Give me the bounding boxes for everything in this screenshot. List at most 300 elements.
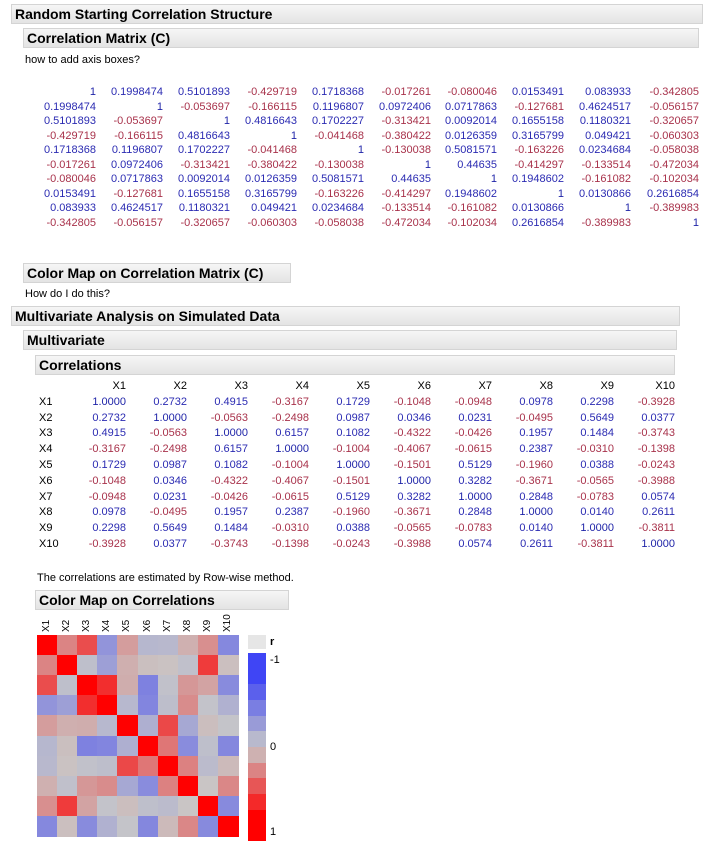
correlation-cell: 0.2848 bbox=[519, 490, 553, 503]
column-header: X7 bbox=[478, 380, 492, 392]
heatmap-column-label: X5 bbox=[121, 619, 133, 632]
matrix-cell: -0.163226 bbox=[514, 144, 564, 156]
heatmap-cell bbox=[37, 675, 58, 696]
matrix-cell: 0.5081571 bbox=[445, 144, 497, 156]
heatmap-cell bbox=[117, 736, 138, 757]
row-header: X7 bbox=[39, 490, 53, 503]
heatmap-cell bbox=[178, 715, 199, 736]
correlation-cell: 0.0388 bbox=[336, 522, 370, 535]
heatmap-cell bbox=[198, 655, 219, 676]
matrix-cell: -0.102034 bbox=[447, 216, 497, 229]
heatmap-cell bbox=[77, 655, 98, 676]
matrix-cell: 0.1948602 bbox=[512, 173, 564, 185]
heatmap-column-label: X6 bbox=[141, 619, 153, 632]
matrix-cell: -0.060303 bbox=[649, 129, 699, 142]
matrix-cell: -0.342805 bbox=[46, 216, 96, 229]
row-header: X3 bbox=[39, 427, 53, 440]
matrix-cell: 1 bbox=[557, 187, 564, 200]
correlation-cell: 0.0987 bbox=[153, 459, 187, 471]
correlation-cell: -0.1960 bbox=[515, 459, 553, 471]
heatmap-cell bbox=[77, 715, 98, 736]
correlation-cell: 0.2611 bbox=[642, 506, 675, 519]
matrix-cell: -0.056157 bbox=[649, 100, 699, 113]
heatmap-cell bbox=[198, 736, 219, 757]
legend-swatch bbox=[248, 810, 266, 826]
heatmap-cell bbox=[138, 715, 159, 736]
column-header: X6 bbox=[417, 380, 431, 392]
heatmap-cell bbox=[178, 675, 199, 696]
matrix-cell: -0.313421 bbox=[180, 158, 230, 171]
matrix-cell: -0.472034 bbox=[649, 158, 699, 171]
matrix-cell: 1 bbox=[223, 115, 230, 127]
matrix-cell: -0.429719 bbox=[247, 86, 297, 98]
matrix-cell: 1 bbox=[290, 129, 297, 142]
heatmap-column-label: X7 bbox=[161, 619, 173, 632]
matrix-cell: 0.1948602 bbox=[445, 187, 497, 200]
matrix-cell: -0.133514 bbox=[381, 202, 431, 214]
column-header: X8 bbox=[539, 380, 553, 392]
correlation-cell: -0.0948 bbox=[454, 395, 492, 408]
heatmap-cell bbox=[57, 675, 78, 696]
heatmap-cell bbox=[117, 655, 138, 676]
legend-label: 1 bbox=[270, 826, 277, 838]
heatmap-cell bbox=[198, 635, 219, 656]
heatmap-cell bbox=[218, 736, 239, 757]
correlation-cell: -0.3167 bbox=[88, 443, 126, 456]
heatmap-cell bbox=[37, 736, 58, 757]
matrix-cell: 0.1702227 bbox=[178, 144, 230, 156]
heatmap-column-label: X4 bbox=[101, 619, 113, 632]
correlation-cell: -0.0495 bbox=[149, 506, 187, 519]
heatmap-cell bbox=[37, 776, 58, 797]
matrix-cell: -0.017261 bbox=[46, 158, 96, 171]
heatmap-cell bbox=[158, 655, 179, 676]
matrix-cell: 0.44635 bbox=[457, 158, 497, 171]
matrix-cell: 0.0126359 bbox=[245, 173, 297, 185]
matrix-cell: -0.166115 bbox=[114, 129, 163, 142]
legend-label: -1 bbox=[270, 654, 280, 666]
correlation-cell: -0.3988 bbox=[393, 538, 431, 550]
correlation-cell: -0.3167 bbox=[271, 395, 309, 408]
heatmap-column-label: X3 bbox=[81, 619, 93, 632]
matrix-cell: 0.0234684 bbox=[579, 144, 631, 156]
correlation-cell: 0.2848 bbox=[458, 506, 492, 519]
correlation-cell: -0.0565 bbox=[576, 474, 614, 487]
heatmap-cell bbox=[198, 756, 219, 777]
matrix-cell: 0.4816643 bbox=[178, 129, 230, 142]
correlation-cell: 0.0140 bbox=[580, 506, 614, 519]
heatmap-cell bbox=[178, 776, 199, 797]
matrix-cell: 0.2616854 bbox=[647, 187, 699, 200]
matrix-cell: 0.0972406 bbox=[111, 158, 163, 171]
legend-swatch bbox=[248, 794, 266, 810]
matrix-cell: 0.0153491 bbox=[512, 86, 564, 98]
correlation-cell: 0.2387 bbox=[275, 506, 309, 519]
section-header-color-map-matrix[interactable]: Color Map on Correlation Matrix (C) bbox=[23, 263, 291, 283]
correlation-cell: -0.4067 bbox=[271, 474, 309, 487]
heatmap-column-label: X1 bbox=[41, 619, 52, 632]
matrix-cell: -0.380422 bbox=[381, 129, 431, 142]
matrix-cell: 0.4624517 bbox=[579, 100, 631, 113]
heatmap-cell bbox=[218, 796, 239, 817]
matrix-cell: 0.0234684 bbox=[312, 202, 364, 214]
correlation-cell: -0.0563 bbox=[149, 427, 187, 440]
heatmap-cell bbox=[138, 816, 159, 837]
correlation-cell: -0.3811 bbox=[577, 538, 614, 550]
legend-swatch bbox=[248, 653, 266, 669]
correlation-cell: 0.0388 bbox=[580, 459, 614, 471]
heatmap-cell bbox=[77, 675, 98, 696]
correlation-cell: 1.0000 bbox=[214, 427, 248, 440]
matrix-cell: 0.44635 bbox=[391, 173, 431, 185]
heatmap-cell bbox=[198, 796, 219, 817]
heatmap-cell bbox=[178, 736, 199, 757]
heatmap-cell bbox=[77, 695, 98, 716]
correlation-cell: -0.1398 bbox=[271, 538, 309, 550]
column-header: X5 bbox=[356, 380, 370, 392]
heatmap-cell bbox=[198, 816, 219, 837]
correlation-cell: -0.1004 bbox=[271, 459, 309, 471]
matrix-cell: 0.1196807 bbox=[111, 144, 163, 156]
correlation-cell: -0.3671 bbox=[393, 506, 431, 519]
matrix-cell: 0.1998474 bbox=[44, 100, 96, 113]
correlation-cell: 0.5129 bbox=[458, 459, 492, 471]
heatmap-cell bbox=[57, 695, 78, 716]
heatmap-cell bbox=[198, 675, 219, 696]
heatmap-cell bbox=[138, 675, 159, 696]
correlation-cell: 0.2732 bbox=[153, 395, 187, 408]
column-header: X9 bbox=[600, 380, 614, 392]
section-header-correlation-matrix[interactable]: Correlation Matrix (C) bbox=[23, 28, 699, 48]
heatmap-cell bbox=[77, 796, 98, 817]
correlation-cell: 0.0978 bbox=[519, 395, 553, 408]
correlation-cell: -0.0243 bbox=[332, 538, 370, 550]
matrix-cell: -0.053697 bbox=[113, 115, 163, 127]
matrix-cell: 0.0092014 bbox=[178, 173, 230, 185]
row-header: X10 bbox=[39, 538, 59, 550]
section-header-random-structure[interactable]: Random Starting Correlation Structure bbox=[11, 4, 703, 24]
heatmap-cell bbox=[218, 776, 239, 797]
heatmap-cell bbox=[97, 776, 118, 797]
matrix-cell: -0.127681 bbox=[113, 187, 163, 200]
matrix-cell: -0.058038 bbox=[314, 216, 364, 229]
heatmap-cell bbox=[158, 695, 179, 716]
column-header: X4 bbox=[295, 380, 309, 392]
correlation-cell: -0.3743 bbox=[637, 427, 675, 440]
matrix-cell: 0.083933 bbox=[585, 86, 631, 98]
heatmap-cell bbox=[138, 655, 159, 676]
correlation-cell: -0.0426 bbox=[210, 490, 248, 503]
correlation-cell: 0.1957 bbox=[519, 427, 553, 440]
heatmap-cell bbox=[117, 756, 138, 777]
correlation-cell: 0.1082 bbox=[214, 459, 248, 471]
matrix-cell: -0.342805 bbox=[649, 86, 699, 98]
matrix-cell: -0.133514 bbox=[581, 158, 631, 171]
heatmap-cell bbox=[218, 655, 239, 676]
matrix-cell: -0.053697 bbox=[180, 100, 230, 113]
correlation-cell: 0.4915 bbox=[214, 395, 248, 408]
row-header: X2 bbox=[39, 411, 53, 424]
column-header: X3 bbox=[234, 380, 248, 392]
legend-swatch bbox=[248, 763, 266, 779]
correlation-cell: 0.6157 bbox=[275, 427, 309, 440]
heatmap-cell bbox=[117, 796, 138, 817]
correlation-cell: 1.0000 bbox=[641, 538, 675, 550]
heatmap-column-label: X9 bbox=[201, 619, 213, 632]
correlation-cell: -0.0783 bbox=[454, 522, 492, 535]
heatmap-cell bbox=[198, 695, 219, 716]
heatmap-cell bbox=[57, 816, 78, 837]
legend-swatch bbox=[248, 731, 266, 747]
legend-swatch bbox=[248, 669, 266, 685]
matrix-cell: 0.1718368 bbox=[312, 86, 364, 98]
axis-boxes-note: how to add axis boxes? bbox=[25, 54, 140, 66]
heatmap-cell bbox=[158, 635, 179, 656]
heatmap-cell bbox=[178, 695, 199, 716]
matrix-cell: 0.049421 bbox=[585, 129, 631, 142]
heatmap-cell bbox=[178, 655, 199, 676]
correlation-cell: 0.1957 bbox=[214, 506, 248, 519]
heatmap-cell bbox=[218, 756, 239, 777]
heatmap-cell bbox=[77, 736, 98, 757]
correlation-cell: -0.3928 bbox=[88, 538, 126, 550]
matrix-cell: 1 bbox=[424, 158, 431, 171]
matrix-cell: 0.1180321 bbox=[579, 115, 631, 127]
matrix-cell: -0.414297 bbox=[381, 187, 431, 200]
heatmap-cell bbox=[178, 816, 199, 837]
correlation-cell: -0.0243 bbox=[637, 459, 675, 471]
heatmap-cell bbox=[57, 715, 78, 736]
heatmap-cell bbox=[37, 655, 58, 676]
correlation-cell: -0.0563 bbox=[210, 411, 248, 424]
heatmap-column-label: X8 bbox=[181, 619, 193, 632]
matrix-cell: -0.313421 bbox=[381, 115, 431, 127]
row-wise-method-note: The correlations are estimated by Row-wise method. bbox=[37, 572, 294, 584]
matrix-cell: 0.0153491 bbox=[44, 187, 96, 200]
matrix-cell: -0.380422 bbox=[247, 158, 297, 171]
heatmap-column-label: X2 bbox=[61, 619, 73, 632]
heatmap-cell bbox=[138, 776, 159, 797]
matrix-cell: 0.3165799 bbox=[512, 129, 564, 142]
matrix-cell: 0.5101893 bbox=[178, 86, 230, 98]
correlation-cell: 1.0000 bbox=[275, 443, 309, 456]
matrix-cell: 1 bbox=[490, 173, 497, 185]
matrix-cell: -0.161082 bbox=[581, 173, 631, 185]
correlation-cell: 0.0346 bbox=[153, 474, 187, 487]
matrix-cell: -0.472034 bbox=[381, 216, 431, 229]
correlation-cell: -0.4322 bbox=[393, 427, 431, 440]
correlation-cell: 0.5649 bbox=[580, 411, 614, 424]
correlation-cell: -0.4067 bbox=[393, 443, 431, 456]
matrix-cell: 0.1998474 bbox=[111, 86, 163, 98]
matrix-cell: 0.0130866 bbox=[579, 187, 631, 200]
row-header: X6 bbox=[39, 474, 53, 487]
heatmap-cell bbox=[97, 715, 118, 736]
section-header-correlations[interactable]: Correlations bbox=[35, 355, 675, 375]
heatmap-cell bbox=[57, 736, 78, 757]
heatmap-cell bbox=[178, 635, 199, 656]
correlation-cell: -0.2498 bbox=[271, 411, 309, 424]
row-header: X5 bbox=[39, 459, 53, 471]
matrix-cell: 0.1655158 bbox=[178, 187, 230, 200]
heatmap-cell bbox=[198, 776, 219, 797]
legend-swatch bbox=[248, 778, 266, 794]
heatmap-cell bbox=[37, 695, 58, 716]
heatmap-cell bbox=[57, 776, 78, 797]
correlation-cell: 0.1729 bbox=[92, 459, 126, 471]
matrix-cell: 0.0972406 bbox=[379, 100, 431, 113]
correlation-cell: 0.1729 bbox=[336, 395, 370, 408]
correlation-cell: -0.3928 bbox=[637, 395, 675, 408]
matrix-cell: -0.429719 bbox=[46, 129, 96, 142]
column-header: X2 bbox=[173, 380, 187, 392]
heatmap-cell bbox=[138, 635, 159, 656]
heatmap-cell bbox=[218, 635, 239, 656]
matrix-cell: 0.1180321 bbox=[178, 202, 230, 214]
correlation-cell: -0.0310 bbox=[271, 522, 309, 535]
matrix-cell: -0.058038 bbox=[649, 144, 699, 156]
correlation-cell: 1.0000 bbox=[153, 411, 187, 424]
heatmap-cell bbox=[218, 715, 239, 736]
matrix-cell: 0.4816643 bbox=[245, 115, 297, 127]
correlation-cell: -0.0783 bbox=[576, 490, 614, 503]
correlation-cell: -0.3811 bbox=[638, 522, 675, 535]
matrix-cell: -0.060303 bbox=[247, 216, 297, 229]
matrix-cell: -0.163226 bbox=[314, 187, 364, 200]
heatmap-cell bbox=[117, 675, 138, 696]
heatmap-cell bbox=[57, 756, 78, 777]
legend-label: 0 bbox=[270, 741, 277, 753]
matrix-cell: -0.080046 bbox=[447, 86, 497, 98]
correlation-cell: -0.0565 bbox=[393, 522, 431, 535]
correlation-cell: -0.1501 bbox=[332, 474, 370, 487]
matrix-cell: 0.2616854 bbox=[512, 216, 564, 229]
heatmap-cell bbox=[218, 695, 239, 716]
correlation-cell: -0.0426 bbox=[454, 427, 492, 440]
heatmap-cell bbox=[158, 776, 179, 797]
correlation-cell: -0.3671 bbox=[515, 474, 553, 487]
correlation-cell: -0.1048 bbox=[88, 474, 126, 487]
correlation-cell: -0.0615 bbox=[454, 443, 492, 456]
matrix-cell: 0.5081571 bbox=[312, 173, 364, 185]
matrix-cell: 0.1655158 bbox=[512, 115, 564, 127]
heatmap-cell bbox=[37, 756, 58, 777]
correlation-cell: 0.0987 bbox=[336, 411, 370, 424]
matrix-cell: 0.3165799 bbox=[245, 187, 297, 200]
matrix-cell: -0.041468 bbox=[314, 129, 364, 142]
correlation-cell: 0.5649 bbox=[153, 522, 187, 535]
heatmap-cell bbox=[37, 796, 58, 817]
correlation-cell: 0.0346 bbox=[397, 411, 431, 424]
heatmap-cell bbox=[97, 675, 118, 696]
heatmap-cell bbox=[138, 736, 159, 757]
matrix-cell: -0.320657 bbox=[649, 115, 699, 127]
heatmap-cell bbox=[218, 816, 239, 837]
correlation-cell: -0.1048 bbox=[393, 395, 431, 408]
matrix-cell: 1 bbox=[89, 86, 96, 98]
heatmap-cell bbox=[97, 655, 118, 676]
row-header: X8 bbox=[39, 506, 53, 519]
matrix-cell: -0.166115 bbox=[248, 100, 297, 113]
matrix-cell: -0.130038 bbox=[381, 144, 431, 156]
correlation-cell: 0.4915 bbox=[92, 427, 126, 440]
heatmap-cell bbox=[37, 816, 58, 837]
legend-swatch bbox=[248, 825, 266, 841]
heatmap-cell bbox=[117, 816, 138, 837]
correlation-cell: -0.1004 bbox=[332, 443, 370, 456]
correlation-cell: 0.0231 bbox=[458, 411, 492, 424]
section-header-multivariate-analysis[interactable]: Multivariate Analysis on Simulated Data bbox=[11, 306, 680, 326]
heatmap-cell bbox=[178, 756, 199, 777]
legend-swatch bbox=[248, 716, 266, 732]
correlation-cell: -0.0495 bbox=[515, 411, 553, 424]
heatmap-column-label: X10 bbox=[221, 614, 233, 632]
matrix-cell: 0.4624517 bbox=[111, 202, 163, 214]
matrix-cell: 0.049421 bbox=[251, 202, 297, 214]
heatmap-cell bbox=[158, 715, 179, 736]
matrix-cell: 0.5101893 bbox=[44, 115, 96, 127]
heatmap-cell bbox=[57, 796, 78, 817]
correlation-cell: 0.0574 bbox=[641, 490, 675, 503]
matrix-cell: 0.083933 bbox=[50, 202, 96, 214]
correlation-cell: 0.2298 bbox=[92, 522, 126, 535]
matrix-cell: 0.0126359 bbox=[445, 129, 497, 142]
heatmap-cell bbox=[138, 695, 159, 716]
correlation-cell: 1.0000 bbox=[458, 490, 492, 503]
heatmap-cell bbox=[77, 756, 98, 777]
heatmap-cell bbox=[97, 695, 118, 716]
column-header: X1 bbox=[112, 380, 126, 392]
correlation-cell: 0.0140 bbox=[519, 522, 553, 535]
legend-swatch bbox=[248, 747, 266, 763]
matrix-cell: 0.0717863 bbox=[111, 173, 163, 185]
matrix-cell: 0.0092014 bbox=[445, 115, 497, 127]
matrix-cell: -0.161082 bbox=[447, 202, 497, 214]
matrix-cell: -0.080046 bbox=[46, 173, 96, 185]
correlation-cell: 0.0978 bbox=[92, 506, 126, 519]
section-header-multivariate[interactable]: Multivariate bbox=[23, 330, 677, 350]
heatmap-cell bbox=[158, 736, 179, 757]
section-header-color-map-correlations[interactable]: Color Map on Correlations bbox=[35, 590, 289, 610]
correlation-cell: 1.0000 bbox=[397, 474, 431, 487]
heatmap-cell bbox=[77, 816, 98, 837]
matrix-cell: -0.127681 bbox=[514, 100, 564, 113]
heatmap-cell bbox=[198, 715, 219, 736]
correlation-cell: 0.3282 bbox=[397, 490, 431, 503]
matrix-cell: -0.130038 bbox=[314, 158, 364, 171]
correlation-cell: 1.0000 bbox=[580, 522, 614, 535]
matrix-cell: 1 bbox=[357, 144, 364, 156]
heatmap-cell bbox=[97, 736, 118, 757]
correlation-cell: 0.2298 bbox=[580, 395, 614, 408]
heatmap-cell bbox=[138, 756, 159, 777]
heatmap-cell bbox=[158, 756, 179, 777]
correlation-cell: 0.0377 bbox=[641, 411, 675, 424]
matrix-cell: 0.0717863 bbox=[445, 100, 497, 113]
matrix-cell: -0.056157 bbox=[113, 216, 163, 229]
correlation-cell: 0.2732 bbox=[92, 411, 126, 424]
legend-swatch bbox=[248, 700, 266, 716]
correlation-cell: -0.0948 bbox=[88, 490, 126, 503]
legend-swatch bbox=[248, 684, 266, 700]
matrix-cell: 0.1718368 bbox=[44, 144, 96, 156]
legend-title: r bbox=[270, 636, 275, 648]
correlation-cell: 0.0377 bbox=[153, 538, 187, 550]
correlation-cell: 0.1082 bbox=[336, 427, 370, 440]
correlation-cell: 0.3282 bbox=[458, 474, 492, 487]
heatmap-cell bbox=[37, 715, 58, 736]
correlation-cell: 1.0000 bbox=[519, 506, 553, 519]
